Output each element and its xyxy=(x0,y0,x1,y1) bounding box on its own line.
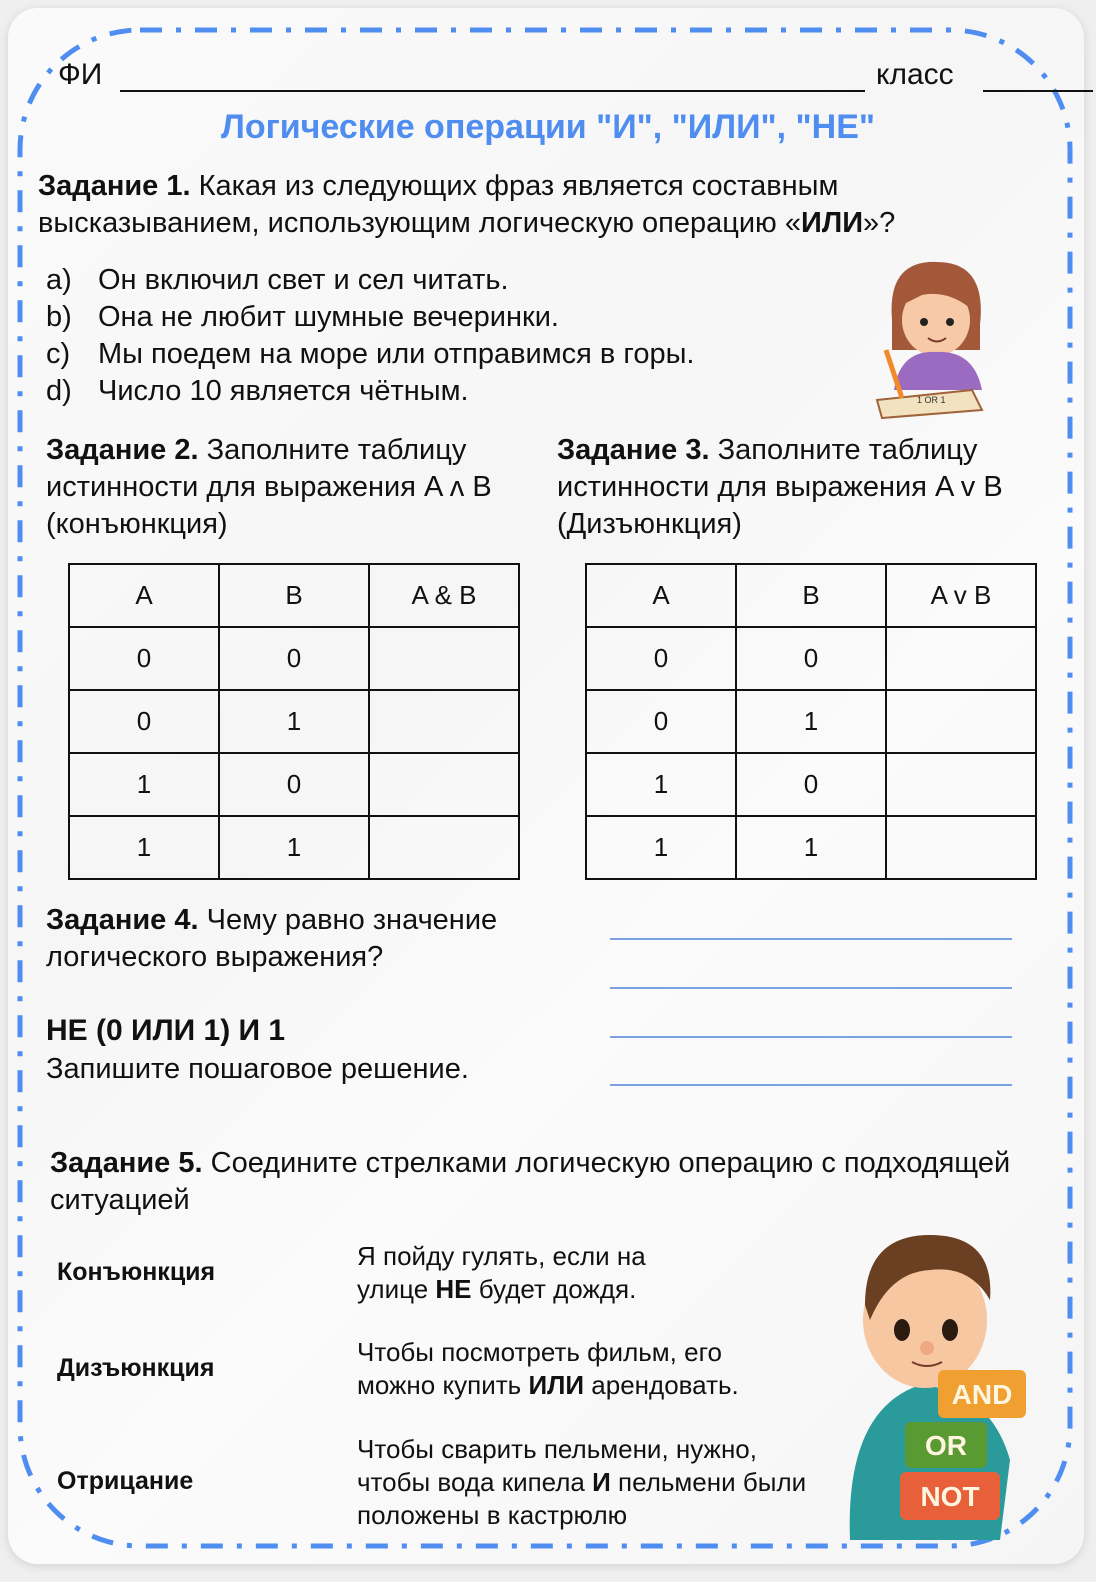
task1-question: Задание 1. Какая из следующих фраз является составным высказыванием, использующим логическую операцию «ИЛИ»? xyxy=(38,170,896,239)
operation-disjunction[interactable]: Дизъюнкция xyxy=(57,1354,215,1382)
name-input-line[interactable] xyxy=(120,90,865,92)
table-row: 0 0 xyxy=(69,627,519,690)
task4-label: Задание 4. xyxy=(46,904,199,936)
task1-label: Задание 1. xyxy=(38,170,191,202)
girl-writing-icon xyxy=(862,250,1002,420)
table-header-row: A B A & B xyxy=(69,564,519,627)
boy-with-blocks-icon xyxy=(830,1210,1040,1550)
answer-cell[interactable] xyxy=(369,753,519,816)
svg-text:1 OR 1: 1 OR 1 xyxy=(917,395,946,405)
truth-table-and xyxy=(68,563,520,880)
class-input-line[interactable] xyxy=(983,90,1093,92)
table-row: 1 1 xyxy=(69,816,519,879)
task2-label: Задание 2. xyxy=(46,434,199,466)
svg-text:AND: AND xyxy=(951,1379,1013,1410)
option-c[interactable]: c) Мы поедем на море или отправимся в горы. xyxy=(46,338,695,370)
svg-text:NOT: NOT xyxy=(920,1481,980,1512)
task5-question: Задание 5. Соедините стрелками логическую операцию с подходящей ситуацией xyxy=(50,1147,1011,1216)
task1-options xyxy=(46,262,694,410)
name-class-row xyxy=(58,58,1033,98)
table-row: 1 1 xyxy=(586,816,1036,879)
answer-line-3[interactable] xyxy=(610,1036,1012,1038)
operation-conjunction[interactable]: Конъюнкция xyxy=(57,1258,216,1286)
table-row: 0 1 xyxy=(586,690,1036,753)
table-row: 1 0 xyxy=(586,753,1036,816)
task2-question: Задание 2. Заполните таблицу истинности для выражения A ʌ B (конъюнкция) xyxy=(46,434,492,540)
answer-cell[interactable] xyxy=(886,627,1036,690)
answer-line-4[interactable] xyxy=(610,1084,1012,1086)
answer-cell[interactable] xyxy=(369,816,519,879)
task4-instruction: Запишите пошаговое решение. xyxy=(46,1053,469,1085)
table-row: 0 1 xyxy=(69,690,519,753)
answer-cell[interactable] xyxy=(886,816,1036,879)
truth-table-or xyxy=(585,563,1037,880)
option-d[interactable]: d) Число 10 является чётным. xyxy=(46,375,469,407)
answer-cell[interactable] xyxy=(369,690,519,753)
option-a[interactable]: a) Он включил свет и сел читать. xyxy=(46,264,509,296)
table-row: 1 0 xyxy=(69,753,519,816)
logic-expression: НЕ (0 ИЛИ 1) И 1 xyxy=(46,1014,286,1047)
situation-3[interactable]: Чтобы сварить пельмени, нужно, чтобы вода кипела И пельмени были положены в кастрюлю xyxy=(357,1434,807,1530)
answer-cell[interactable] xyxy=(886,753,1036,816)
class-label: класс xyxy=(876,58,954,91)
name-label: ФИ xyxy=(58,58,103,91)
situation-1[interactable]: Я пойду гулять, если на улице НЕ будет дождя. xyxy=(357,1241,646,1304)
table-row: 0 0 xyxy=(586,627,1036,690)
answer-cell[interactable] xyxy=(369,627,519,690)
answer-cell[interactable] xyxy=(886,690,1036,753)
table-header-row: A B A v B xyxy=(586,564,1036,627)
operation-negation[interactable]: Отрицание xyxy=(57,1467,194,1495)
task4-question: Задание 4. Чему равно значение логического выражения? xyxy=(46,904,498,973)
situation-2[interactable]: Чтобы посмотреть фильм, его можно купить ИЛИ арендовать. xyxy=(357,1337,739,1400)
answer-line-2[interactable] xyxy=(610,987,1012,989)
task3-question: Задание 3. Заполните таблицу истинности для выражения A v B (Дизъюнкция) xyxy=(557,434,1003,540)
svg-text:OR: OR xyxy=(925,1430,967,1461)
task3-label: Задание 3. xyxy=(557,434,710,466)
option-b[interactable]: b) Она не любит шумные вечеринки. xyxy=(46,301,559,333)
page-title: Логические операции "И", "ИЛИ", "НЕ" xyxy=(220,108,876,146)
answer-line-1[interactable] xyxy=(610,938,1012,940)
task5-label: Задание 5. xyxy=(50,1147,203,1179)
